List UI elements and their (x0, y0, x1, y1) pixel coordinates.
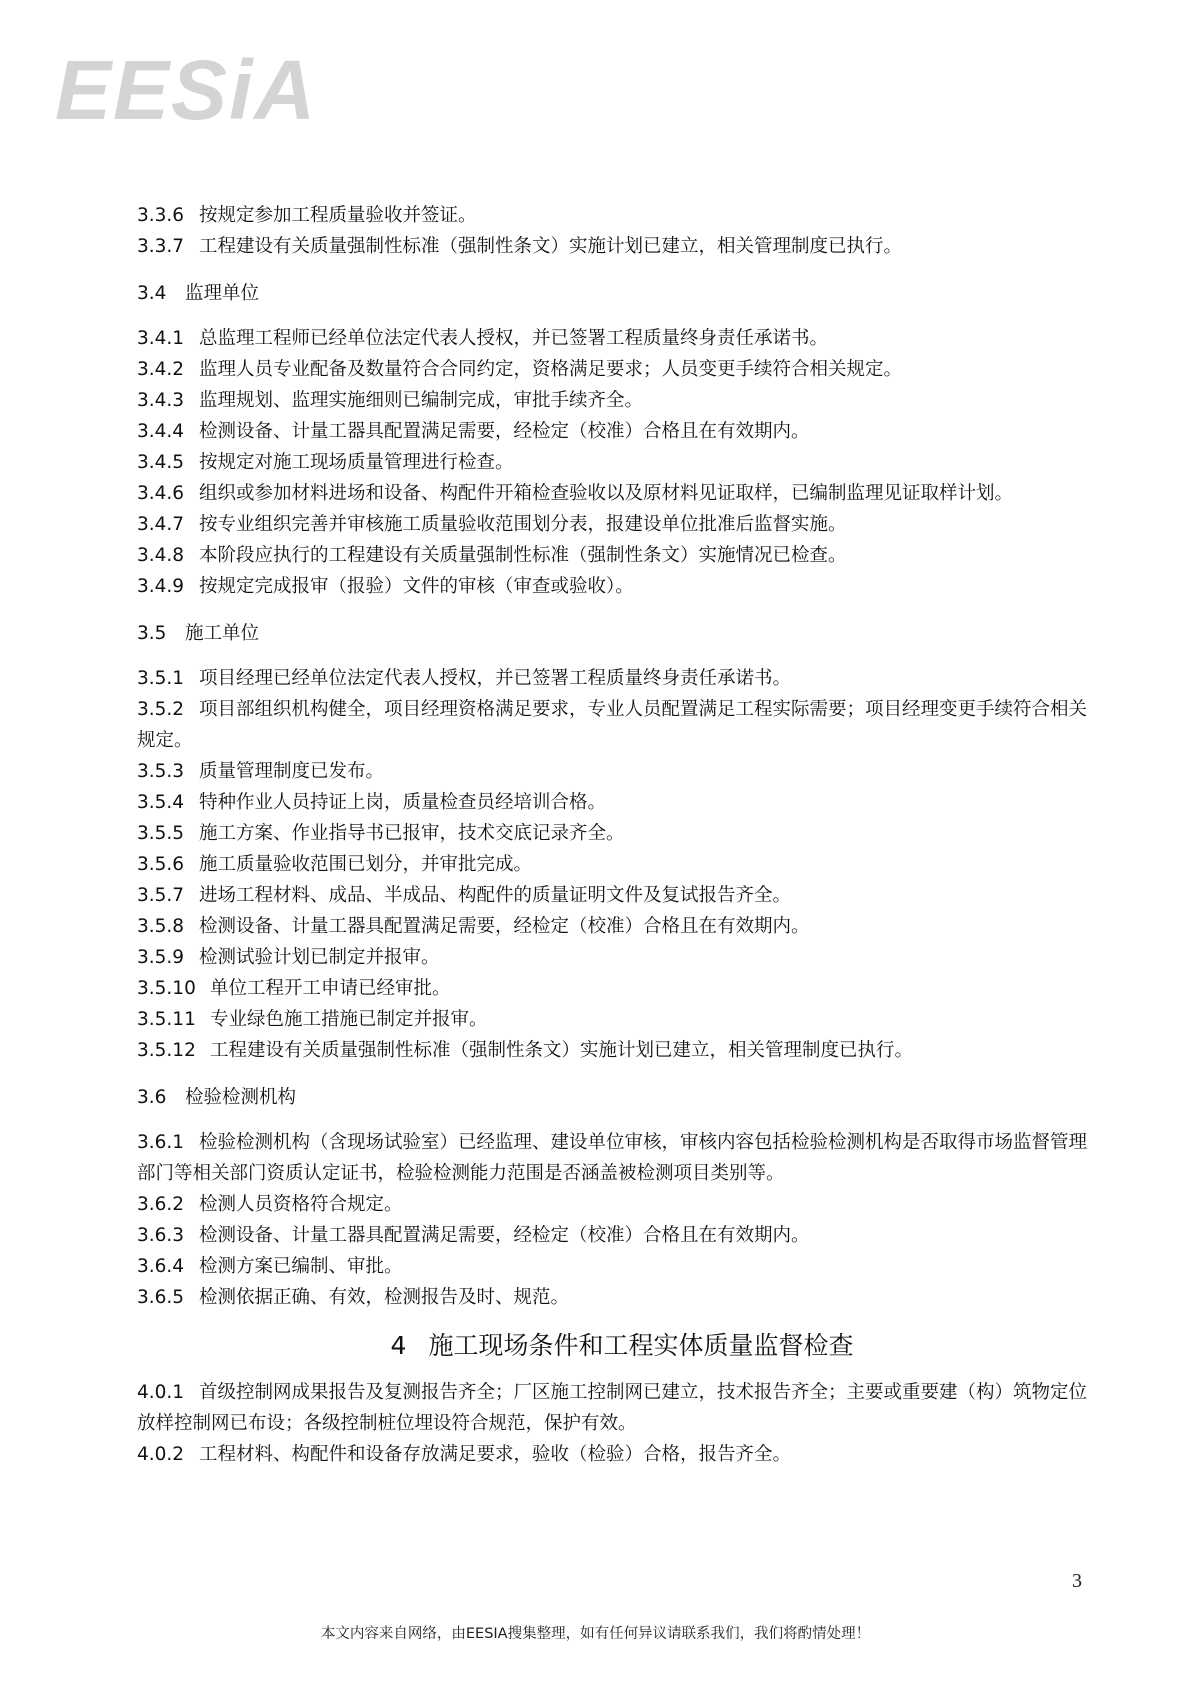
clause-text: 检测人员资格符合规定。 (199, 1194, 403, 1215)
clause-item (137, 416, 1087, 447)
clause-text: 进场工程材料、成品、半成品、构配件的质量证明文件及复试报告齐全。 (199, 885, 792, 906)
section-number: 3.5 (137, 623, 167, 644)
clause-item (137, 509, 1087, 540)
clause-text: 质量管理制度已发布。 (199, 761, 385, 782)
clause-text: 总监理工程师已经单位法定代表人授权，并已签署工程质量终身责任承诺书。 (199, 328, 829, 349)
clause-text: 检测设备、计量工器具配置满足需要，经检定（校准）合格且在有效期内。 (199, 916, 810, 937)
clause-text: 检测试验计划已制定并报审。 (199, 947, 440, 968)
clause-item (137, 478, 1087, 509)
clause-text: 检测方案已编制、审批。 (199, 1256, 403, 1277)
clause-item (137, 1035, 1087, 1066)
clause-text: 专业绿色施工措施已制定并报审。 (210, 1009, 488, 1030)
chapter-heading (137, 1329, 1087, 1363)
section-number: 3.4 (137, 283, 167, 304)
eesia-logo: EESiA (55, 43, 318, 137)
clause-item (137, 973, 1087, 1004)
clause-number: 3.4.7 (137, 514, 185, 535)
clause-text: 检验检测机构（含现场试验室）已经监理、建设单位审核，审核内容包括检验检测机构是否取得市场监督管理部门等相关部门资质认定证书，检验检测能力范围是否涵盖被检测项目类别等。 (137, 1132, 1088, 1184)
section-number: 3.6 (137, 1087, 167, 1108)
clause-number: 3.3.7 (137, 236, 185, 257)
clause-item (137, 1127, 1087, 1189)
clause-item (137, 942, 1087, 973)
clause-text: 组织或参加材料进场和设备、构配件开箱检查验收以及原材料见证取样，已编制监理见证取样计划。 (199, 483, 1014, 504)
clause-item (137, 231, 1087, 262)
clause-text: 工程材料、构配件和设备存放满足要求，验收（检验）合格，报告齐全。 (199, 1444, 792, 1465)
clause-number: 3.5.3 (137, 761, 185, 782)
clause-item (137, 787, 1087, 818)
clause-text: 按规定完成报审（报验）文件的审核（审查或验收）。 (199, 576, 634, 597)
clause-item (137, 1220, 1087, 1251)
clause-text: 特种作业人员持证上岗，质量检查员经培训合格。 (199, 792, 607, 813)
clause-number: 3.6.5 (137, 1287, 185, 1308)
chapter-number: 4 (390, 1331, 407, 1360)
clause-item (137, 447, 1087, 478)
clause-number: 3.5.7 (137, 885, 185, 906)
clause-item (137, 200, 1087, 231)
section-heading (137, 278, 1087, 309)
section-heading (137, 1082, 1087, 1113)
clause-text: 监理规划、监理实施细则已编制完成，审批手续齐全。 (199, 390, 644, 411)
clause-text: 施工方案、作业指导书已报审，技术交底记录齐全。 (199, 823, 625, 844)
clause-item (137, 1251, 1087, 1282)
clause-number: 3.4.4 (137, 421, 185, 442)
clause-item (137, 1377, 1087, 1439)
clause-item (137, 818, 1087, 849)
clause-item (137, 663, 1087, 694)
clause-text: 监理人员专业配备及数量符合合同约定，资格满足要求；人员变更手续符合相关规定。 (199, 359, 903, 380)
clause-item (137, 880, 1087, 911)
clause-text: 按专业组织完善并审核施工质量验收范围划分表，报建设单位批准后监督实施。 (199, 514, 847, 535)
clause-number: 3.5.10 (137, 978, 196, 999)
clause-number: 3.5.12 (137, 1040, 196, 1061)
clause-item (137, 1439, 1087, 1470)
clause-text: 本阶段应执行的工程建设有关质量强制性标准（强制性条文）实施情况已检查。 (199, 545, 847, 566)
clause-number: 3.4.1 (137, 328, 185, 349)
clause-number: 3.4.5 (137, 452, 185, 473)
clause-text: 按规定参加工程质量验收并签证。 (199, 205, 477, 226)
clause-text: 按规定对施工现场质量管理进行检查。 (199, 452, 514, 473)
clause-text: 检测设备、计量工器具配置满足需要，经检定（校准）合格且在有效期内。 (199, 421, 810, 442)
clause-text: 施工质量验收范围已划分，并审批完成。 (199, 854, 533, 875)
clause-item (137, 354, 1087, 385)
section-heading (137, 618, 1087, 649)
clause-number: 3.5.4 (137, 792, 185, 813)
clause-item (137, 1282, 1087, 1313)
document-body (137, 200, 1087, 1470)
clause-number: 3.3.6 (137, 205, 185, 226)
clause-number: 3.5.5 (137, 823, 185, 844)
page-number: 3 (1072, 1570, 1082, 1592)
clause-item (137, 694, 1087, 756)
section-title: 施工单位 (185, 623, 260, 644)
clause-item (137, 1189, 1087, 1220)
clause-number: 3.5.2 (137, 699, 185, 720)
clause-item (137, 911, 1087, 942)
clause-number: 3.4.2 (137, 359, 185, 380)
clause-text: 项目部组织机构健全，项目经理资格满足要求，专业人员配置满足工程实际需要；项目经理变更手续符合相关规定。 (137, 699, 1088, 751)
clause-item (137, 571, 1087, 602)
clause-item (137, 849, 1087, 880)
clause-number: 3.4.3 (137, 390, 185, 411)
clause-text: 单位工程开工申请已经审批。 (210, 978, 451, 999)
section-title: 检验检测机构 (185, 1087, 297, 1108)
chapter-title: 施工现场条件和工程实体质量监督检查 (428, 1331, 854, 1360)
clause-number: 3.6.1 (137, 1132, 185, 1153)
clause-item (137, 1004, 1087, 1035)
clause-text: 工程建设有关质量强制性标准（强制性条文）实施计划已建立，相关管理制度已执行。 (199, 236, 903, 257)
clause-number: 3.5.9 (137, 947, 185, 968)
clause-number: 3.4.8 (137, 545, 185, 566)
clause-number: 3.5.6 (137, 854, 185, 875)
clause-number: 3.6.3 (137, 1225, 185, 1246)
page-footer: 本文内容来自网络，由EESIA搜集整理，如有任何异议请联系我们，我们将酌情处理！ (320, 1626, 871, 1642)
clause-number: 4.0.1 (137, 1382, 185, 1403)
clause-number: 3.4.9 (137, 576, 185, 597)
clause-item (137, 756, 1087, 787)
clause-number: 3.5.11 (137, 1009, 196, 1030)
clause-text: 首级控制网成果报告及复测报告齐全；厂区施工控制网已建立，技术报告齐全；主要或重要建（构）筑物定位放样控制网已布设；各级控制桩位埋设符合规范，保护有效。 (137, 1382, 1088, 1434)
clause-number: 3.6.2 (137, 1194, 185, 1215)
clause-number: 4.0.2 (137, 1444, 185, 1465)
clause-item (137, 385, 1087, 416)
clause-text: 工程建设有关质量强制性标准（强制性条文）实施计划已建立，相关管理制度已执行。 (210, 1040, 914, 1061)
clause-item (137, 323, 1087, 354)
clause-text: 检测设备、计量工器具配置满足需要，经检定（校准）合格且在有效期内。 (199, 1225, 810, 1246)
clause-number: 3.5.1 (137, 668, 185, 689)
clause-text: 检测依据正确、有效，检测报告及时、规范。 (199, 1287, 570, 1308)
clause-text: 项目经理已经单位法定代表人授权，并已签署工程质量终身责任承诺书。 (199, 668, 792, 689)
clause-number: 3.4.6 (137, 483, 185, 504)
clause-item (137, 540, 1087, 571)
clause-number: 3.6.4 (137, 1256, 185, 1277)
section-title: 监理单位 (185, 283, 260, 304)
clause-number: 3.5.8 (137, 916, 185, 937)
